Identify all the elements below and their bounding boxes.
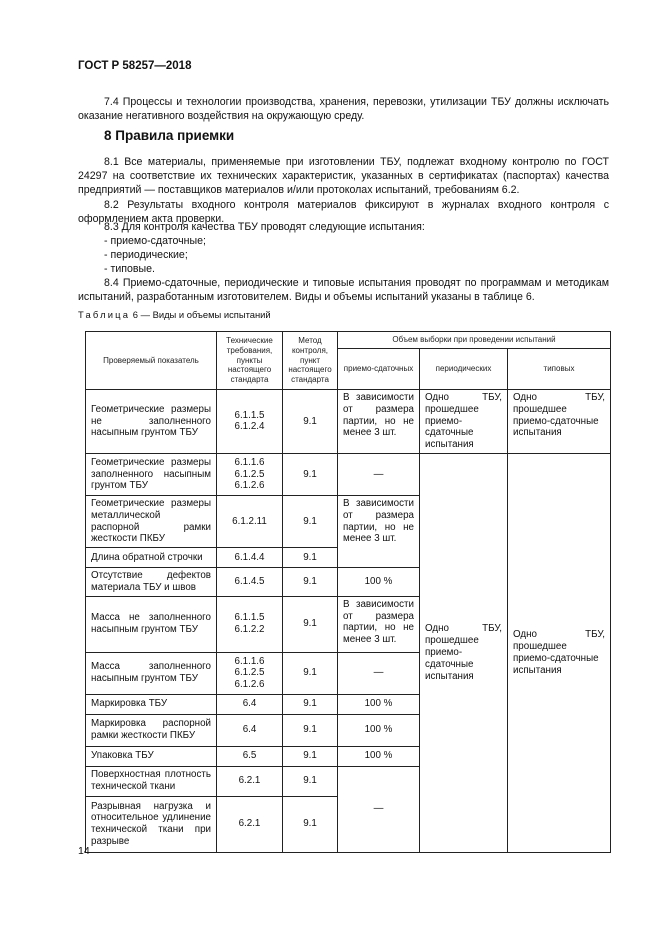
header-periodic: периодических: [420, 349, 508, 390]
table-caption-word: Таблица: [78, 309, 131, 320]
section-8-title: 8 Правила приемки: [104, 128, 235, 143]
row-requirement: 6.2.1: [217, 796, 283, 852]
row-requirement: 6.4: [217, 714, 283, 746]
row-method: 9.1: [283, 568, 338, 597]
row-acceptance: В зависимости от размера партии, но не менее 3 шт.: [338, 390, 420, 454]
row-requirement: 6.1.2.11: [217, 495, 283, 547]
row-acceptance: 100 %: [338, 746, 420, 766]
table-header-row: [86, 332, 611, 349]
document-header: ГОСТ Р 58257—2018: [78, 60, 192, 72]
header-tech-requirements: Технические требования, пункты настоящего стандарта: [217, 332, 283, 390]
table-row: [86, 453, 611, 495]
row-acceptance: —: [338, 766, 420, 852]
row-indicator: Разрывная нагрузка и относительное удлинение технической ткани при разрыве: [86, 796, 217, 852]
row-indicator: Упаковка ТБУ: [86, 746, 217, 766]
row-requirement: 6.1.1.5 6.1.2.4: [217, 390, 283, 454]
row-requirement: 6.5: [217, 746, 283, 766]
row-indicator: Масса не заполненного насыпным грунтом ТБУ: [86, 596, 217, 652]
row-indicator: Поверхностная плотность технической ткани: [86, 766, 217, 796]
list-item-periodic: - периодические;: [104, 249, 188, 261]
header-method: Метод контроля, пункт настоящего стандарта: [283, 332, 338, 390]
row-indicator: Геометрические размеры не заполненного насыпным грунтом ТБУ: [86, 390, 217, 454]
row-method: 9.1: [283, 390, 338, 454]
row-requirement: 6.1.1.6 6.1.2.5 6.1.2.6: [217, 652, 283, 694]
group-periodic: Одно ТБУ, прошедшее приемо-сдаточные испытания: [420, 453, 508, 852]
row-method: 9.1: [283, 714, 338, 746]
paragraph-7-4: 7.4 Процессы и технологии производства, хранения, перевозки, утилизации ТБУ должны исключать оказание негативного воздействия на окружающую среду.: [78, 96, 609, 123]
row-acceptance: В зависимости от размера партии, но не менее 3 шт.: [338, 596, 420, 652]
row-method: 9.1: [283, 495, 338, 547]
row-method: 9.1: [283, 796, 338, 852]
row-requirement: 6.2.1: [217, 766, 283, 796]
row-indicator: Отсутствие дефектов материала ТБУ и швов: [86, 568, 217, 597]
row-type: Одно ТБУ, прошедшее приемо-сдаточные испытания: [508, 390, 611, 454]
table-row: [86, 390, 611, 454]
group-type: Одно ТБУ, прошедшее приемо-сдаточные испытания: [508, 453, 611, 852]
table-caption: [78, 309, 271, 320]
row-indicator: Длина обратной строчки: [86, 548, 217, 568]
paragraph-8-1: 8.1 Все материалы, применяемые при изготовлении ТБУ, подлежат входному контролю по ГОСТ 24297 на соответствие их технических характеристик, указанных в сертификатах (паспортах) качества предприятий — поставщиков материалов и/или протоколах испытаний, требованиям 6.2.: [78, 156, 609, 197]
row-indicator: Геометрические размеры заполненного насыпным грунтом ТБУ: [86, 453, 217, 495]
row-acceptance: 100 %: [338, 694, 420, 714]
row-requirement: 6.1.1.5 6.1.2.2: [217, 596, 283, 652]
row-indicator: Масса заполненного насыпным грунтом ТБУ: [86, 652, 217, 694]
paragraph-8-2: 8.2 Результаты входного контроля материалов фиксируют в журналах входного контроля с оформлением акта проверки.: [78, 199, 609, 226]
row-indicator: Маркировка распорной рамки жесткости ПКБУ: [86, 714, 217, 746]
row-method: 9.1: [283, 596, 338, 652]
row-method: 9.1: [283, 453, 338, 495]
row-requirement: 6.4: [217, 694, 283, 714]
row-acceptance: 100 %: [338, 714, 420, 746]
header-type: типовых: [508, 349, 611, 390]
row-method: 9.1: [283, 746, 338, 766]
row-indicator: Маркировка ТБУ: [86, 694, 217, 714]
row-acceptance: —: [338, 453, 420, 495]
table-caption-text: 6 — Виды и объемы испытаний: [132, 309, 271, 320]
row-acceptance: —: [338, 652, 420, 694]
row-method: 9.1: [283, 694, 338, 714]
row-method: 9.1: [283, 766, 338, 796]
row-indicator: Геометрические размеры металлической распорной рамки жесткости ПКБУ: [86, 495, 217, 547]
row-method: 9.1: [283, 548, 338, 568]
row-acceptance: 100 %: [338, 568, 420, 597]
row-requirement: 6.1.4.5: [217, 568, 283, 597]
list-item-type: - типовые.: [104, 263, 155, 275]
row-requirement: 6.1.1.6 6.1.2.5 6.1.2.6: [217, 453, 283, 495]
row-method: 9.1: [283, 652, 338, 694]
paragraph-8-4: 8.4 Приемо-сдаточные, периодические и типовые испытания проводят по программам и методикам испытаний, разработанным изготовителем. Виды и объемы испытаний указаны в таблице 6.: [78, 277, 609, 304]
tests-table: [85, 331, 611, 853]
row-requirement: 6.1.4.4: [217, 548, 283, 568]
header-sample-volume: Объем выборки при проведении испытаний: [338, 332, 611, 349]
paragraph-8-3: 8.3 Для контроля качества ТБУ проводят следующие испытания:: [104, 221, 425, 233]
page-number: 14: [78, 845, 90, 857]
row-acceptance: В зависимости от размера партии, но не менее 3 шт.: [338, 495, 420, 567]
row-periodic: Одно ТБУ, прошедшее приемо-сдаточные испытания: [420, 390, 508, 454]
header-acceptance: приемо-сдаточных: [338, 349, 420, 390]
header-indicator: Проверяемый показатель: [86, 332, 217, 390]
list-item-acceptance: - приемо-сдаточные;: [104, 235, 206, 247]
